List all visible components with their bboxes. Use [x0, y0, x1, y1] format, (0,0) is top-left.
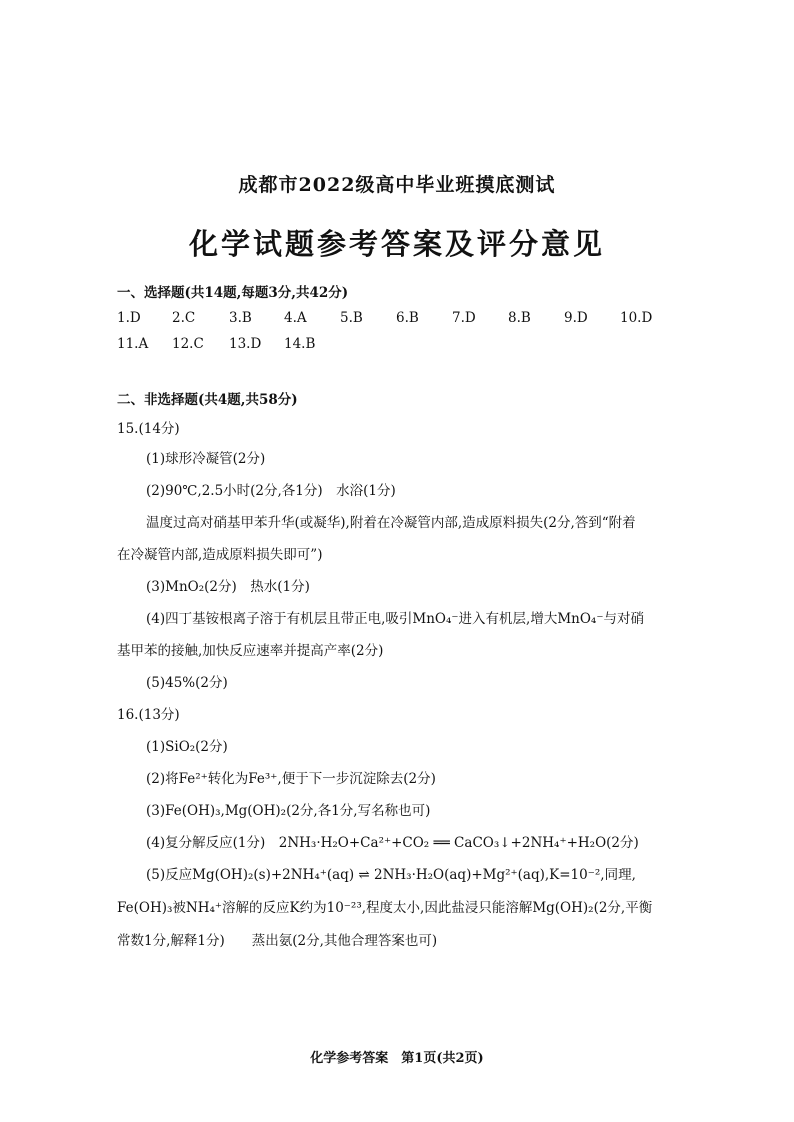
q15-label: 15.(14分) — [117, 421, 180, 437]
section1-heading: 一、选择题(共14题,每题3分,共42分) — [117, 285, 349, 301]
q16-part5-line1: (5)反应Mg(OH)₂(s)+2NH₄⁺(aq) ⇌ 2NH₃·H₂O(aq)+Mg²⁺(aq),K=10⁻²,同理, — [146, 867, 636, 883]
answer-item: 3.B — [229, 310, 252, 326]
q16-part1: (1)SiO₂(2分) — [146, 739, 228, 755]
q15-part3: (3)MnO₂(2分) 热水(1分) — [146, 579, 310, 595]
q16-part5-line3: 常数1分,解释1分) 蒸出氨(2分,其他合理答案也可) — [117, 933, 438, 949]
q15-part1: (1)球形冷凝管(2分) — [146, 451, 266, 467]
answer-item: 2.C — [172, 310, 196, 326]
answer-item: 14.B — [284, 336, 316, 352]
answer-item: 13.D — [229, 336, 262, 352]
answer-item: 11.A — [117, 336, 149, 352]
answer-item: 8.B — [508, 310, 531, 326]
q16-part5-line2: Fe(OH)₃被NH₄⁺溶解的反应K约为10⁻²³,程度太小,因此盐浸只能溶解Mg(OH)₂(2分,平衡 — [117, 900, 653, 916]
q16-label: 16.(13分) — [117, 707, 180, 723]
answer-item: 10.D — [620, 310, 653, 326]
answer-item: 5.B — [340, 310, 363, 326]
q15-part4-line2: 基甲苯的接触,加快反应速率并提高产率(2分) — [117, 643, 384, 659]
q16-part3: (3)Fe(OH)₃,Mg(OH)₂(2分,各1分,写名称也可) — [146, 803, 431, 819]
q15-part4-line1: (4)四丁基铵根离子溶于有机层且带正电,吸引MnO₄⁻进入有机层,增大MnO₄⁻与对硝 — [146, 611, 644, 627]
section2-heading: 二、非选择题(共4题,共58分) — [117, 392, 298, 408]
exam-title: 成都市2022级高中毕业班摸底测试 — [238, 174, 556, 196]
q15-part2: (2)90℃,2.5小时(2分,各1分) 水浴(1分) — [146, 483, 396, 499]
answer-item: 6.B — [396, 310, 419, 326]
q16-part4: (4)复分解反应(1分) 2NH₃·H₂O+Ca²⁺+CO₂ ══ CaCO₃↓+2NH₄⁺+H₂O(2分) — [146, 835, 639, 851]
answer-item: 7.D — [452, 310, 476, 326]
answer-item: 12.C — [172, 336, 204, 352]
q16-part2: (2)将Fe²⁺转化为Fe³⁺,便于下一步沉淀除去(2分) — [146, 771, 436, 787]
document-title: 化学试题参考答案及评分意见 — [188, 227, 605, 261]
q15-part2-note-line2: 在冷凝管内部,造成原料损失即可”) — [117, 547, 323, 563]
q15-part2-note-line1: 温度过高对硝基甲苯升华(或凝华),附着在冷凝管内部,造成原料损失(2分,答到“附着 — [146, 515, 636, 531]
answer-item: 9.D — [564, 310, 588, 326]
q15-part5: (5)45%(2分) — [146, 675, 228, 691]
answer-item: 1.D — [117, 310, 141, 326]
answer-item: 4.A — [284, 310, 307, 326]
page-footer: 化学参考答案 第1页(共2页) — [310, 1051, 484, 1066]
